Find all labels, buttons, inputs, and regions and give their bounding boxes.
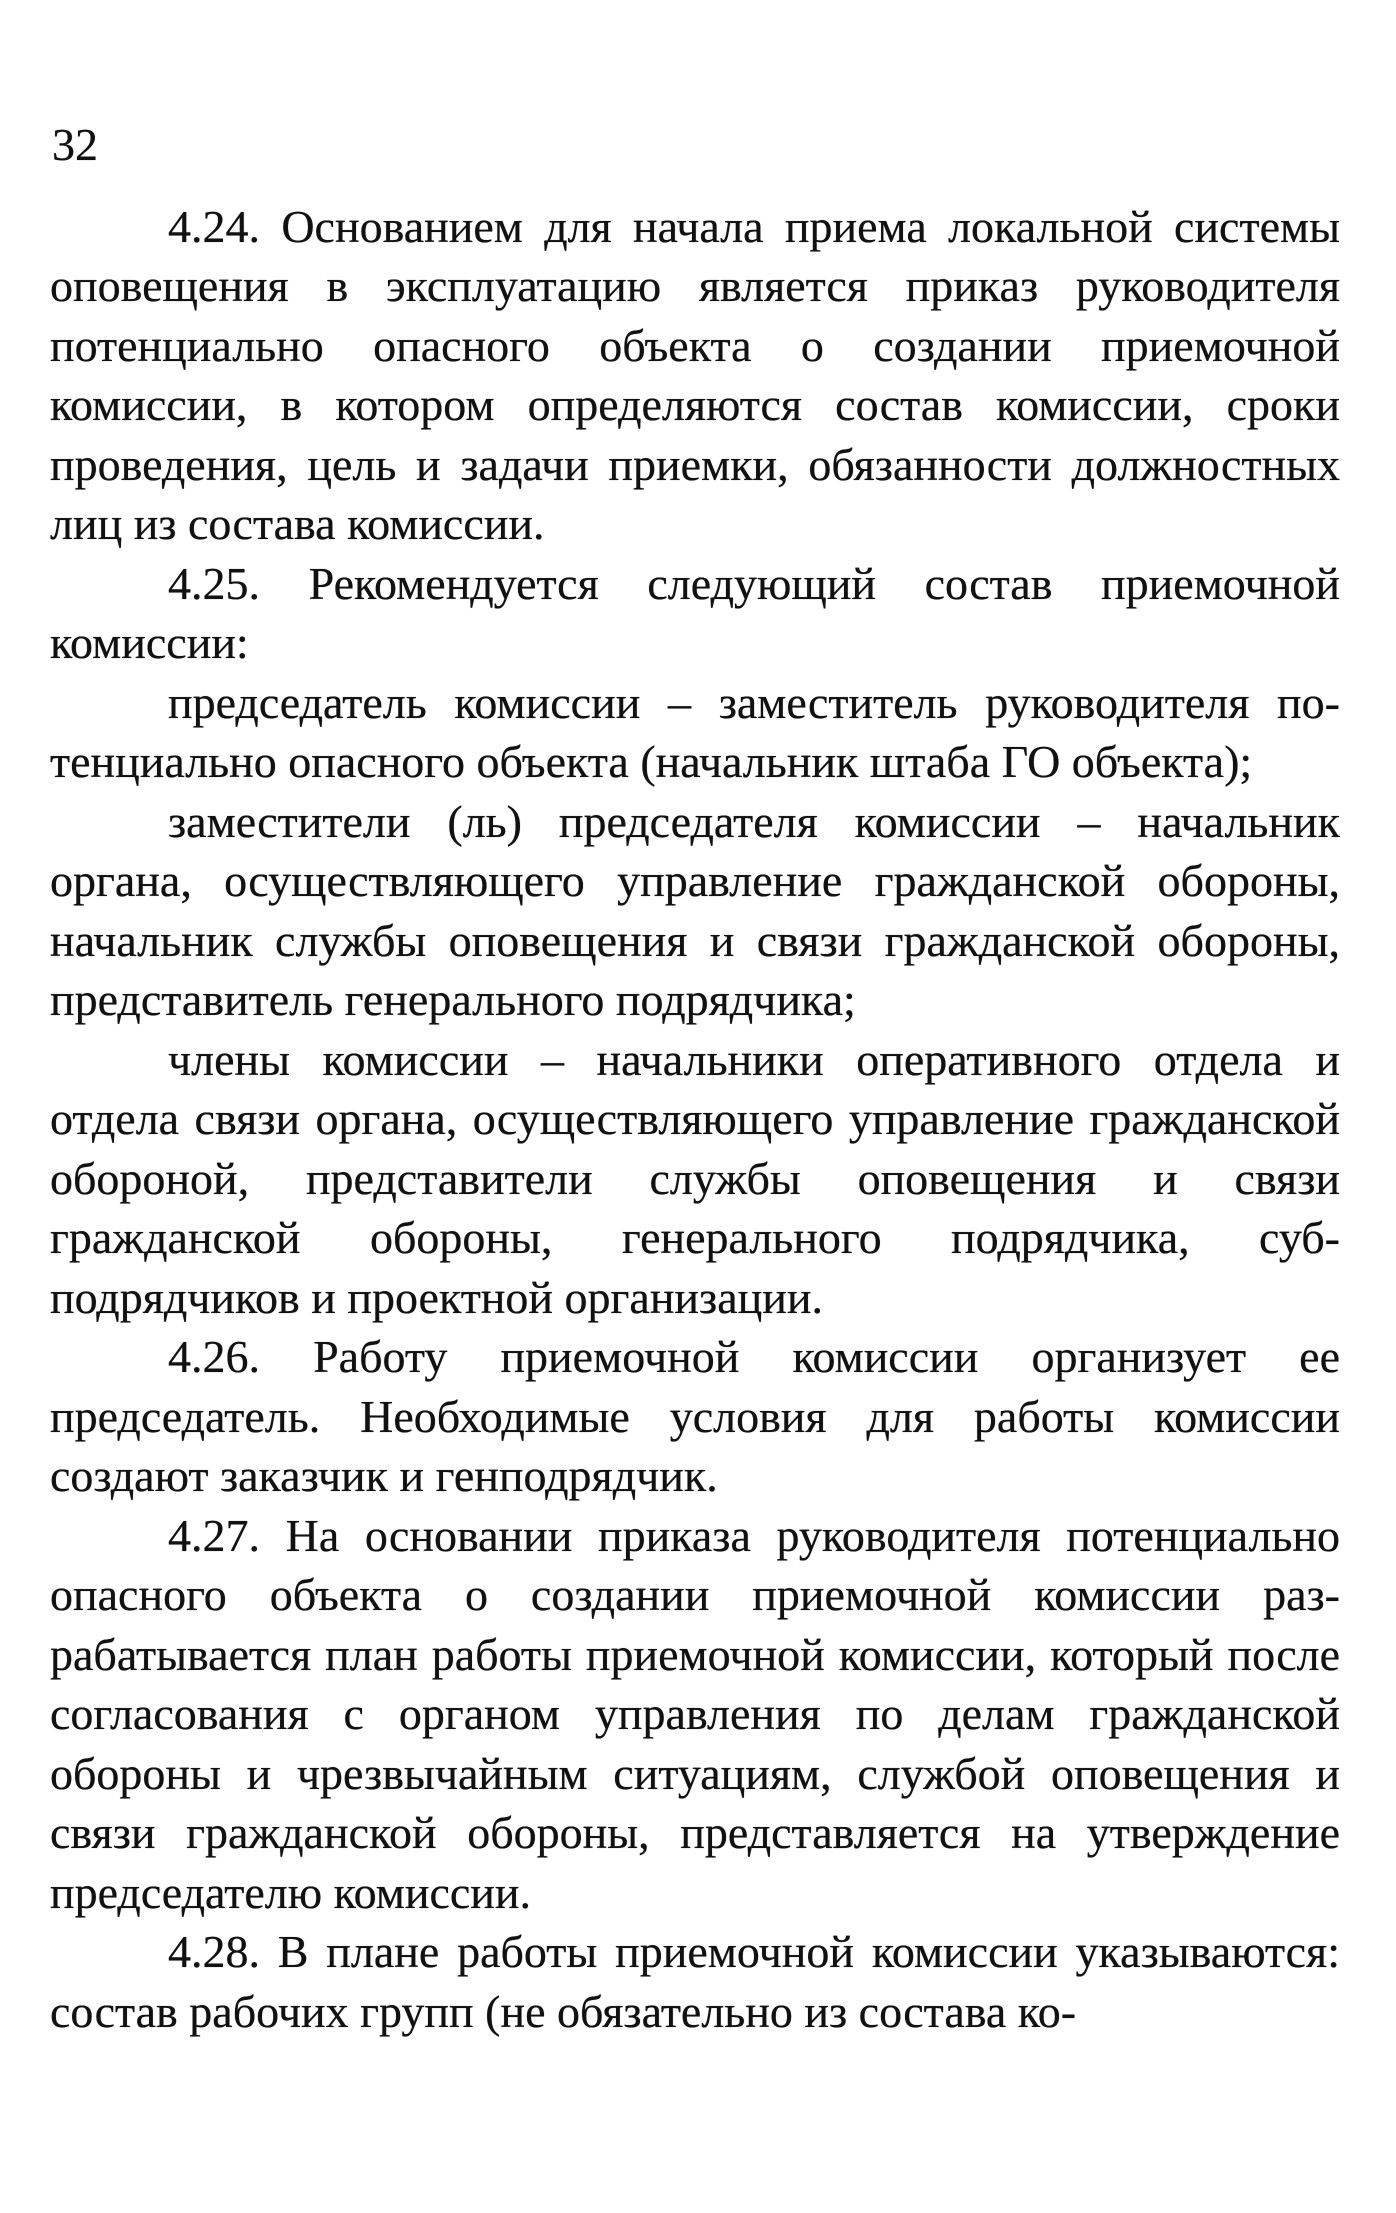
paragraph-4-24: 4.24. Основанием для начала приема локальной системы оповещения в эксплуатацию является приказ руководителя потенциально опасного объекта о создании приемочной комиссии, в котором определяются состав комиссии, сроки проведения, цель и задачи приемки, обязанности должностных лиц из состава комиссии. — [50, 200, 1340, 549]
paragraph-4-25: 4.25. Рекомендуется следующий состав приемочной комиссии: — [50, 557, 1340, 668]
paragraph-4-27: 4.27. На основании приказа руководителя потенциально опасного объекта о создании приемочной комиссии разрабатывается план работы приемочной комиссии, который после согласования с органом управления по делам гражданской обороны и чрезвычайным ситуациям, службой оповещения и связи гражданской обороны, представляется на утверждение председателю комиссии. — [50, 1509, 1340, 1918]
paragraph-4-28: 4.28. В плане работы приемочной комиссии указываются: состав рабочих групп (не обязательно из состава ко- — [50, 1926, 1340, 2037]
page-number: 32 — [52, 119, 98, 170]
paragraph-commission-deputies: заместители (ль) председателя комиссии – начальник органа, осуществляющего управление гражданской обороны, начальник службы оповещения и связи гражданской обороны, представитель генерального подрядчика; — [50, 795, 1340, 1025]
document-page — [50, 115, 1340, 2041]
paragraph-commission-members: члены комиссии – начальники оперативного отдела и отдела связи органа, осуществляющего управление гражданской обороной, представители службы оповещения и связи гражданской обороны, генерального подрядчика, субподрядчиков и проектной организации. — [50, 1033, 1340, 1323]
paragraph-4-26: 4.26. Работу приемочной комиссии организует ее председатель. Необходимые условия для работы комиссии создают заказчик и генподрядчик. — [50, 1331, 1340, 1501]
paragraph-commission-chair: председатель комиссии – заместитель руководителя потенциально опасного объекта (начальник штаба ГО объекта); — [50, 676, 1340, 787]
